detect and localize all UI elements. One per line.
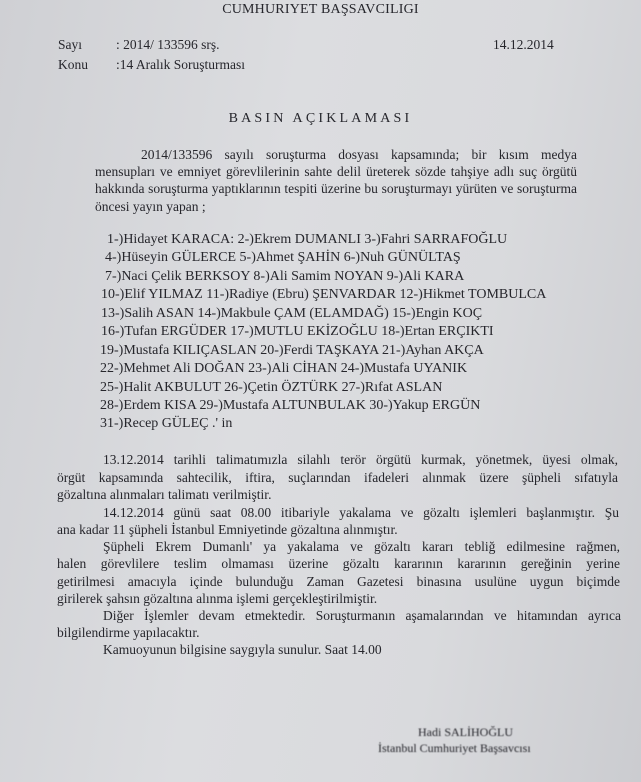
sayi-label: Sayı	[58, 37, 83, 52]
list-item: 28-)Erdem KISA 29-)Mustafa ALTUNBULAK 30-)Yakup ERGÜN	[100, 398, 481, 413]
paragraph-line: 13.12.2014 tarihli talimatımızla silahlı terör örgütü kurmak, yönetmek, üyesi olmak,	[103, 452, 618, 467]
list-item: 22-)Mehmet Ali DOĞAN 23-)Ali CİHAN 24-)Mustafa UYANIK	[100, 361, 468, 376]
document-date: 14.12.2014	[493, 37, 554, 52]
list-item: 1-)Hidayet KARACA: 2-)Ekrem DUMANLI 3-)Fahri SARRAFOĞLU	[107, 232, 508, 247]
paragraph-line: gözaltına alınmaları talimatı verilmiştir.	[57, 487, 272, 502]
paragraph-line: girilerek şahsın gözaltına alınma işlemi gerçekleştirilmiştir.	[57, 591, 378, 606]
intro-line: öncesi yayın yapan ;	[95, 199, 206, 214]
list-item: 7-)Naci Çelik BERKSOY 8-)Ali Samim NOYAN 9-)Ali KARA	[105, 269, 465, 284]
list-item: 31-)Recep GÜLEÇ .' in	[100, 416, 233, 431]
paragraph-line: Kamuoyunun bilgisine saygıyla sunulur. Saat 14.00	[103, 642, 382, 657]
list-item: 19-)Mustafa KILIÇASLAN 20-)Ferdi TAŞKAYA 21-)Ayhan AKÇA	[100, 343, 484, 358]
list-item: 4-)Hüseyin GÜLERCE 5-)Ahmet ŞAHİN 6-)Nuh GÜNÜLTAŞ	[105, 250, 461, 265]
intro-line: hakkında soruşturma yaptıklarının tespiti üzerine bu soruşturmayı yürüten ve soruşturma	[95, 181, 577, 196]
paragraph-line: örgüt kapsamında sahtecilik, iftira, suçlarından ifadeleri alınmak üzere şüpheli sıfatıyla	[57, 470, 618, 485]
paragraph-line: ana kadar 11 şüpheli İstanbul Emniyetinde gözaltına alınmıştır.	[57, 522, 398, 537]
paragraph-line: halen görevlilere teslim olmaması üzerine gözaltı kararının kararının gereğinin yerine	[57, 556, 620, 571]
intro-line: mensupları ve emniyet görevlilerinin sahte delil üreterek sözde tahşiye adlı suç örgütü	[95, 164, 577, 179]
paragraph-line: bilgilendirme yapılacaktır.	[57, 625, 200, 640]
list-item: 25-)Halit AKBULUT 26-)Çetin ÖZTÜRK 27-)Rıfat ASLAN	[100, 380, 443, 395]
list-item: 13-)Salih ASAN 14-)Makbule ÇAM (ELAMDAĞ) 15-)Engin KOÇ	[101, 306, 483, 321]
paragraph-line: Şüpheli Ekrem Dumanlı' ya yakalama ve gözaltı kararı tebliğ edilmesine rağmen,	[103, 539, 620, 554]
signatory-title: İstanbul Cumhuriyet Başsavcısı	[378, 741, 531, 755]
paragraph-line: getirilmesi amacıyla içinde bulunduğu Zaman Gazetesi binasına usulüne uygun biçimde	[57, 574, 620, 589]
paragraph-line: 14.12.2014 günü saat 08.00 itibariyle yakalama ve gözaltı işlemleri başlanmıştır. Şu	[103, 505, 619, 520]
document-title: BASIN AÇIKLAMASI	[228, 111, 413, 126]
list-item: 16-)Tufan ERGÜDER 17-)MUTLU EKİZOĞLU 18-)Ertan ERÇIKTI	[101, 324, 494, 339]
paragraph-line: Diğer İşlemler devam etmektedir. Soruşturmanın aşamalarından ve hitamından ayrıca	[103, 608, 621, 623]
konu-value: :14 Aralık Soruşturması	[116, 57, 245, 72]
signatory-name: Hadi SALİHOĞLU	[418, 725, 513, 739]
intro-line: 2014/133596 sayılı soruşturma dosyası kapsamında; bir kısım medya	[141, 147, 577, 162]
sayi-value: : 2014/ 133596 srş.	[116, 37, 220, 52]
institution-header: CUMHURIYET BAŞSAVCILIGI	[222, 2, 419, 17]
konu-label: Konu	[58, 57, 88, 72]
list-item: 10-)Elif YILMAZ 11-)Radiye (Ebru) ŞENVARDAR 12-)Hikmet TOMBULCA	[101, 287, 547, 302]
